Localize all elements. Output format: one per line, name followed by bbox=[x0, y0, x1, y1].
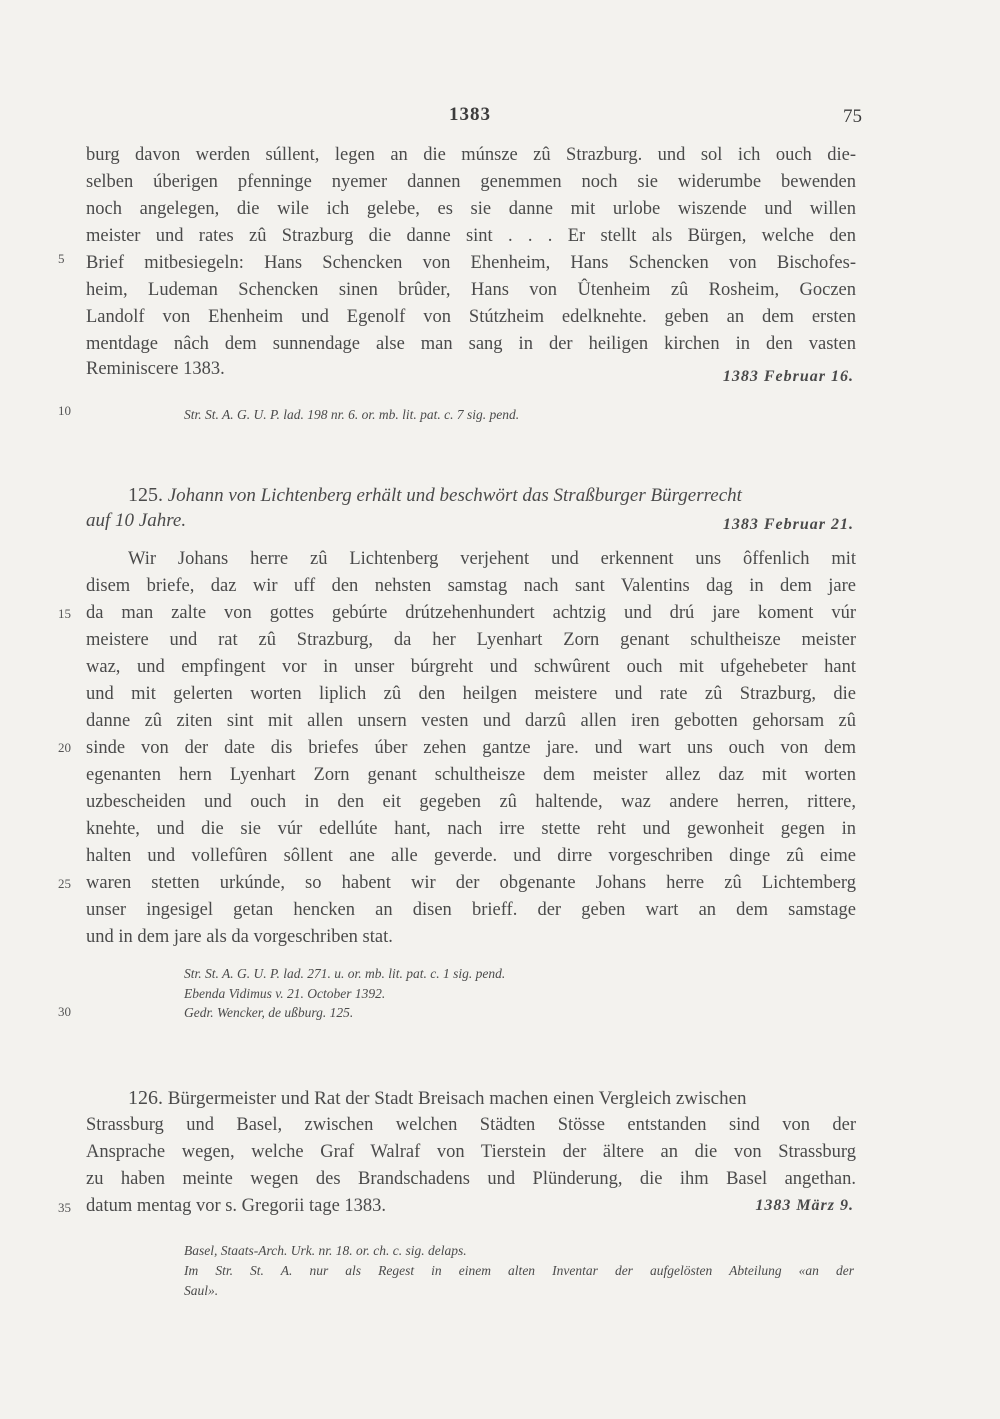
text-line: Reminiscere 1383. bbox=[86, 359, 225, 379]
text-line: waren stetten urkúnde, so habent wir der obgenante Johans herre zû Lichtemberg bbox=[86, 873, 856, 893]
text-line: da man zalte von gottes gebúrte drútzehenhundert achtzig und drú jare koment vúr bbox=[86, 603, 856, 623]
text-line: meistere und rat zû Strazburg, da her Lyenhart Zorn genant schultheisze meister bbox=[86, 630, 856, 650]
document-number: 125. bbox=[128, 484, 163, 506]
document-title-continued: auf 10 Jahre. bbox=[86, 510, 187, 531]
regest-first-line: Bürgermeister und Rat der Stadt Breisach machen einen Vergleich zwischen bbox=[167, 1088, 747, 1109]
text-line: unser ingesigel getan hencken an disen brieff. der geben wart an dem samstage bbox=[86, 900, 856, 920]
text-line: datum mentag vor s. Gregorii tage 1383. bbox=[86, 1196, 387, 1216]
text-line: waz, und empfingent vor in unser búrgreht und schwûrent ouch mit ufgehebeter hant bbox=[86, 657, 856, 677]
document-title: Johann von Lichtenberg erhält und beschwört das Straßburger Bürgerrecht bbox=[167, 485, 742, 506]
text-line: heim, Ludeman Schencken sinen brûder, Hans von Ûtenheim zû Rosheim, Goczen bbox=[86, 280, 856, 300]
text-line: Ansprache wegen, welche Graf Walraf von Tierstein der ältere an die von Strassburg bbox=[86, 1142, 856, 1162]
text-line: burg davon werden súllent, legen an die múnsze zû Strazburg. und sol ich ouch die- bbox=[86, 145, 856, 165]
text-line: noch angelegen, die wile ich gelebe, es sie danne mit urlobe wiszende und willen bbox=[86, 199, 856, 219]
line-number: 25 bbox=[58, 876, 71, 891]
text-line: sinde von der date dis briefes úber zehen gantze jare. und wart uns ouch von dem bbox=[86, 738, 856, 758]
line-number: 20 bbox=[58, 740, 71, 755]
source-citation: Str. St. A. G. U. P. lad. 271. u. or. mb. lit. pat. c. 1 sig. pend. bbox=[184, 966, 506, 981]
text-line: disem briefe, daz wir uff den nehsten samstag nach sant Valentins dag in dem jare bbox=[86, 576, 856, 596]
line-number: 30 bbox=[58, 1004, 71, 1019]
text-line: halten und vollefûren sôllent ane alle geverde. und dirre vorgeschriben dinge zû eime bbox=[86, 846, 856, 866]
page-number: 75 bbox=[843, 106, 862, 127]
source-citation: Saul». bbox=[184, 1283, 219, 1298]
line-number: 35 bbox=[58, 1200, 71, 1215]
text-line: selben úberigen pfenninge nyemer dannen genemmen noch sie widerumbe bewenden bbox=[86, 172, 856, 192]
document-heading bbox=[128, 482, 858, 509]
document-date: 1383 März 9. bbox=[755, 1197, 854, 1214]
text-line: uzbescheiden und ouch in den eit gegeben zû haltende, waz andere herren, rittere, bbox=[86, 792, 856, 812]
text-line: knehte, und die sie vúr edellúte hant, nach irre stette reht und gewonheit gegen in bbox=[86, 819, 856, 839]
text-line: Strassburg und Basel, zwischen welchen Städten Stösse entstanden sind von der bbox=[86, 1115, 856, 1135]
text-line: Wir Johans herre zû Lichtenberg verjehent und erkennent uns ôffenlich mit bbox=[128, 549, 856, 569]
text-line: Landolf von Ehenheim und Egenolf von Stútzheim edelknehte. geben an dem ersten bbox=[86, 307, 856, 327]
text-line: und in dem jare als da vorgeschriben stat. bbox=[86, 927, 393, 947]
text-line: meister und rates zû Strazburg die danne sint . . . Er stellt als Bürgen, welche den bbox=[86, 226, 856, 246]
text-line: mentdage nâch dem sunnendage alse man sang in der heiligen kirchen in den vasten bbox=[86, 334, 856, 354]
text-line: zu haben meinte wegen des Brandschadens und Plünderung, die ihm Basel angethan. bbox=[86, 1169, 856, 1189]
source-citation: Basel, Staats-Arch. Urk. nr. 18. or. ch. c. sig. delaps. bbox=[184, 1243, 467, 1258]
source-citation: Im Str. St. A. nur als Regest in einem alten Inventar der aufgelösten Abteilung «an der bbox=[184, 1263, 854, 1278]
source-citation: Ebenda Vidimus v. 21. October 1392. bbox=[184, 986, 386, 1001]
document-number: 126. bbox=[128, 1087, 163, 1109]
text-line: und mit gelerten worten liplich zû den heilgen meistere und rate zû Strazburg, die bbox=[86, 684, 856, 704]
document-date: 1383 Februar 21. bbox=[722, 516, 854, 533]
document-date: 1383 Februar 16. bbox=[722, 368, 854, 385]
document-heading bbox=[128, 1085, 858, 1112]
text-line: danne zû ziten sint mit allen unsern vesten und darzû allen iren gebotten gehorsam zû bbox=[86, 711, 856, 731]
text-line: egenanten hern Lyenhart Zorn genant schultheisze dem meister allez daz mit worten bbox=[86, 765, 856, 785]
line-number: 10 bbox=[58, 403, 71, 418]
text-line: Brief mitbesiegeln: Hans Schencken von Ehenheim, Hans Schencken von Bischofes- bbox=[86, 253, 856, 273]
line-number: 15 bbox=[58, 606, 71, 621]
source-citation: Gedr. Wencker, de ußburg. 125. bbox=[184, 1005, 354, 1020]
line-number: 5 bbox=[58, 251, 65, 266]
source-citation: Str. St. A. G. U. P. lad. 198 nr. 6. or. mb. lit. pat. c. 7 sig. pend. bbox=[184, 407, 520, 422]
running-header-year: 1383 bbox=[449, 104, 491, 125]
